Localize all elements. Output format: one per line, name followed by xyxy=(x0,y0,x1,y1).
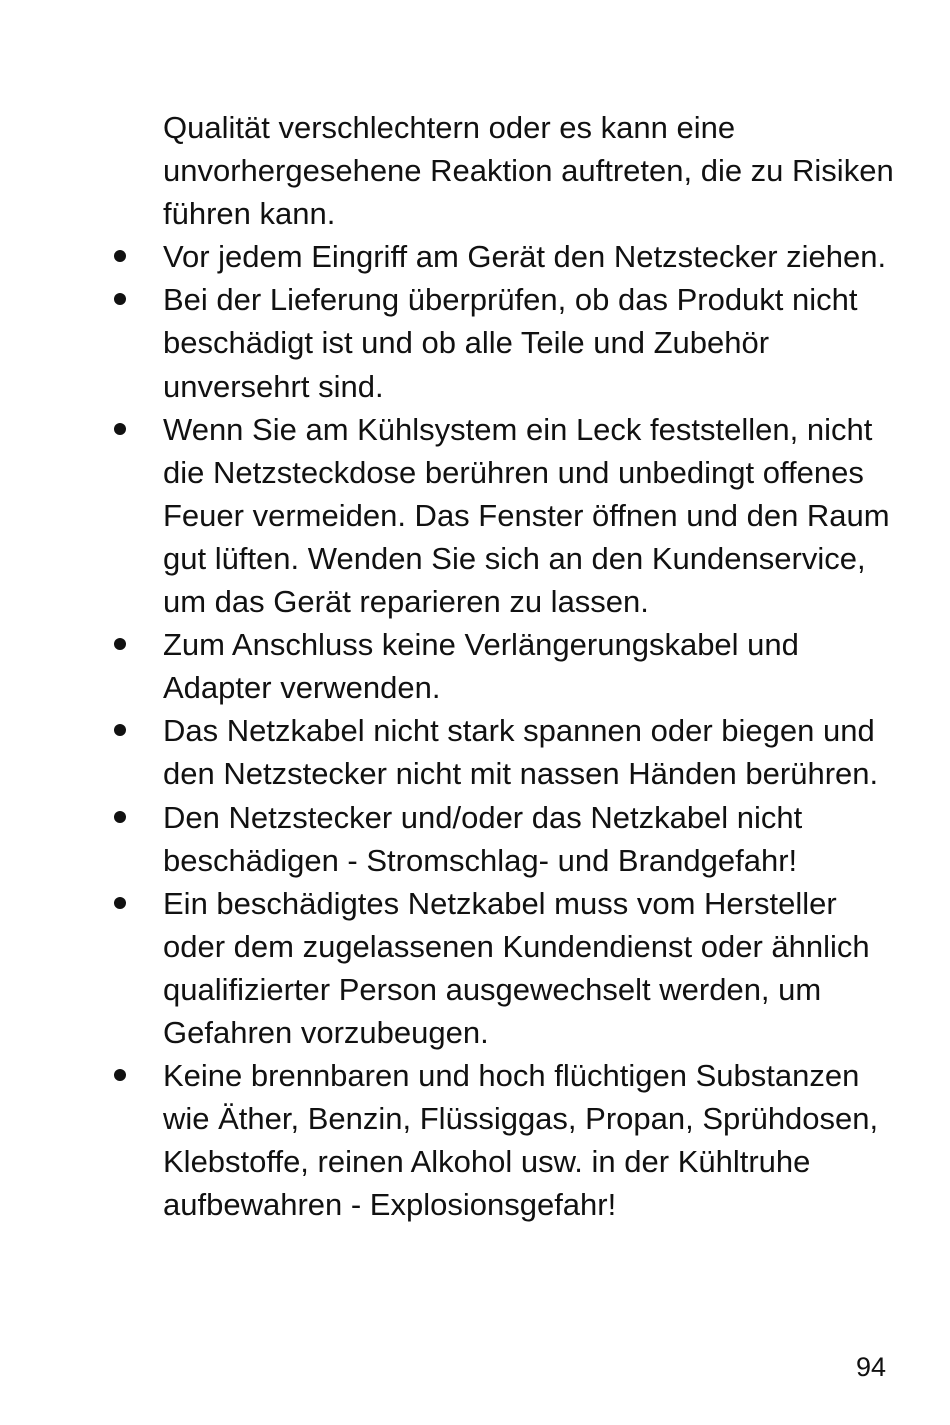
bullet-icon xyxy=(114,897,126,909)
page-content xyxy=(112,106,902,1226)
list-item xyxy=(112,796,902,882)
list-item-text: Keine brennbaren und hoch flüchtigen Substanzen wie Äther, Benzin, Flüssiggas, Propan, Sprühdosen, Klebstoffe, reinen Alkohol usw. in der Kühltruhe aufbewahren - Explosionsgefahr! xyxy=(163,1058,879,1223)
list-item-text: Vor jedem Eingriff am Gerät den Netzstecker ziehen. xyxy=(163,239,887,275)
continuation-paragraph: Qualität verschlechtern oder es kann eine unvorhergesehene Reaktion auftreten, die zu Risiken führen kann. xyxy=(163,110,894,232)
list-item xyxy=(112,709,902,795)
list-item xyxy=(112,623,902,709)
bullet-icon xyxy=(114,811,126,823)
bullet-icon xyxy=(114,423,126,435)
page-number: 94 xyxy=(855,1352,886,1382)
bullet-icon xyxy=(114,1069,126,1081)
list-item-text: Den Netzstecker und/oder das Netzkabel nicht beschädigen - Stromschlag- und Brandgefahr! xyxy=(163,799,803,878)
list-item-text: Bei der Lieferung überprüfen, ob das Produkt nicht beschädigt ist und ob alle Teile und Zubehör unversehrt sind. xyxy=(163,282,858,404)
safety-bullet-list xyxy=(112,235,902,1226)
bullet-icon xyxy=(114,250,126,262)
bullet-icon xyxy=(114,638,126,650)
bullet-icon xyxy=(114,293,126,305)
list-item-text: Ein beschädigtes Netzkabel muss vom Hersteller oder dem zugelassenen Kundendienst oder ähnlich qualifizierter Person ausgewechselt werden, um Gefahren vorzubeugen. xyxy=(163,885,870,1050)
list-item xyxy=(112,882,902,1054)
list-item-text: Wenn Sie am Kühlsystem ein Leck feststellen, nicht die Netzsteckdose berühren und unbedingt offenes Feuer vermeiden. Das Fenster öffnen und den Raum gut lüften. Wenden Sie sich an den Kundenservice, um das Gerät reparieren zu lassen. xyxy=(163,411,890,620)
list-item xyxy=(112,278,902,407)
list-item xyxy=(112,1054,902,1226)
bullet-icon xyxy=(114,724,126,736)
list-item xyxy=(112,235,902,278)
list-item-text: Das Netzkabel nicht stark spannen oder biegen und den Netzstecker nicht mit nassen Händen berühren. xyxy=(163,713,879,792)
list-item-text: Zum Anschluss keine Verlängerungskabel und Adapter verwenden. xyxy=(163,627,799,706)
list-item xyxy=(112,408,902,623)
